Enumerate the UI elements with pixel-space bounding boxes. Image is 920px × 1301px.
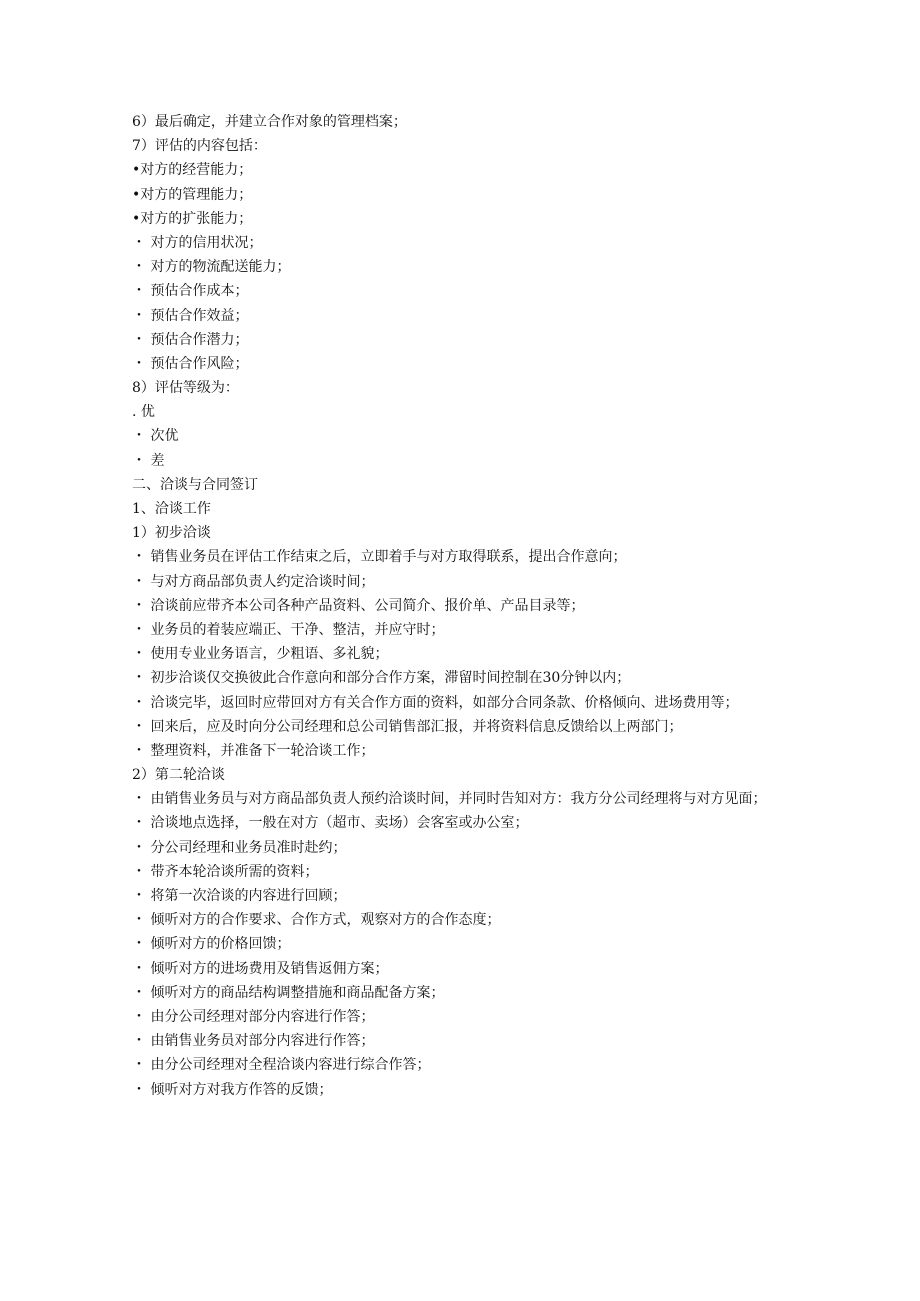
list-item: ・ 与对方商品部负责人约定洽谈时间； [132, 573, 375, 590]
list-item: ・ 使用专业业务语言，少粗语、多礼貌； [132, 646, 389, 663]
list-item: ・ 次优 [132, 428, 179, 445]
subsection-heading: 1）初步洽谈 [132, 525, 211, 542]
text-line: 7）评估的内容包括： [132, 138, 267, 155]
list-item: ・ 将第一次洽谈的内容进行回顾； [132, 888, 347, 905]
list-item: . 优 [132, 404, 155, 421]
list-item: ・ 洽谈地点选择，一般在对方（超市、卖场）会客室或办公室； [132, 815, 529, 832]
list-item: ・ 销售业务员在评估工作结束之后，立即着手与对方取得联系，提出合作意向； [132, 549, 627, 566]
list-item: ・ 分公司经理和业务员准时赴约； [132, 839, 347, 856]
list-item: ・ 预估合作潜力； [132, 331, 249, 348]
list-item: ・ 由分公司经理对全程洽谈内容进行综合作答； [132, 1057, 431, 1074]
subsection-heading: 2）第二轮洽谈 [132, 767, 225, 784]
list-item: ・ 倾听对方的进场费用及销售返佣方案； [132, 960, 389, 977]
list-item: ・ 对方的信用状况； [132, 234, 263, 251]
list-item: ・ 由分公司经理对部分内容进行作答； [132, 1008, 375, 1025]
section-heading: 二、洽谈与合同签订 [132, 476, 258, 493]
subsection-heading: 1、洽谈工作 [132, 501, 211, 517]
text-line: 8）评估等级为： [132, 380, 239, 397]
list-item: ・ 预估合作效益； [132, 307, 249, 324]
list-item: •对方的扩张能力； [132, 210, 253, 227]
list-item: ・ 预估合作成本； [132, 283, 249, 300]
list-item: •对方的管理能力； [132, 186, 253, 203]
list-item: ・ 对方的物流配送能力； [132, 259, 291, 276]
list-item: ・ 回来后，应及时向分公司经理和总公司销售部汇报，并将资料信息反馈给以上两部门； [132, 718, 683, 735]
list-item: ・ 由销售业务员与对方商品部负责人预约洽谈时间，并同时告知对方：我方分公司经理将与对方见面； [132, 791, 767, 808]
list-item: ・ 倾听对方的合作要求、合作方式，观察对方的合作态度； [132, 912, 501, 929]
list-item: ・ 倾听对方的商品结构调整措施和商品配备方案； [132, 984, 445, 1001]
list-item: ・ 预估合作风险； [132, 355, 249, 372]
list-item: ・ 洽谈完毕，返回时应带回对方有关合作方面的资料，如部分合同条款、价格倾向、进场费用等； [132, 694, 739, 711]
list-item: ・ 洽谈前应带齐本公司各种产品资料、公司简介、报价单、产品目录等； [132, 597, 585, 614]
list-item: ・ 整理资料，并准备下一轮洽谈工作； [132, 742, 375, 759]
list-item: ・ 业务员的着装应端正、干净、整洁，并应守时； [132, 621, 445, 638]
list-item: •对方的经营能力； [132, 162, 253, 179]
document-body [132, 110, 772, 1102]
list-item: ・ 初步洽谈仅交换彼此合作意向和部分合作方案，滞留时间控制在30分钟以内； [132, 670, 631, 687]
list-item: ・ 倾听对方的价格回馈； [132, 936, 291, 953]
list-item: ・ 倾听对方对我方作答的反馈； [132, 1081, 333, 1098]
list-item: ・ 差 [132, 452, 165, 469]
list-item: ・ 带齐本轮洽谈所需的资料； [132, 863, 319, 880]
text-line: 6）最后确定，并建立合作对象的管理档案； [132, 114, 407, 130]
list-item: ・ 由销售业务员对部分内容进行作答； [132, 1033, 375, 1050]
